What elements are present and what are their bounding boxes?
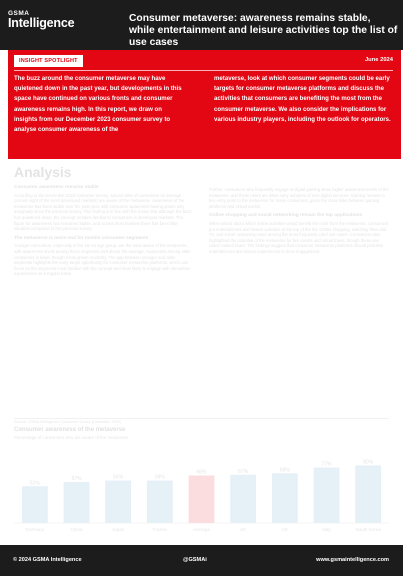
body-column-left: [14, 183, 194, 281]
logo-gsma: GSMA: [8, 10, 30, 17]
footer-social-handle: @GSMAi: [183, 557, 207, 563]
chart-source: Source: GSMA Intelligence Consumer Survey (December 2023): [14, 418, 389, 424]
insight-spotlight-tag: INSIGHT SPOTLIGHT: [14, 55, 83, 67]
chart-category-label: South Korea: [355, 527, 381, 532]
footer-website-link[interactable]: www.gsmaintelligence.com: [316, 557, 389, 563]
subheading: Online shopping and social networking remain the top applications: [209, 213, 363, 219]
chart-data-label: 77%: [321, 461, 332, 468]
section-title: Analysis: [14, 164, 72, 180]
insight-spotlight-band: [8, 50, 401, 159]
body-column-right: [209, 187, 389, 259]
chart-bar: [355, 465, 381, 523]
chart-category-label: Italy: [322, 527, 331, 532]
chart-data-label: 59%: [154, 474, 165, 481]
chart-data-label: 51%: [29, 480, 40, 487]
paragraph: When asked about which online activities would benefit the most from the metaverse, consumers put entertainment and leisure activities at the top of the list. Online shopping, watching films and TV, and social networking were among the most frequently cited use cases. Consumers also highlighted the potential of the metaverse for live events and virtual travel, though these use cases ranked lower. The findings suggest that consumer metaverse platforms should prioritise entertainment and leisure experiences to drive engagement.: [209, 220, 389, 254]
footer-copyright: © 2024 GSMA Intelligence: [13, 557, 82, 563]
chart-data-label: 59%: [113, 474, 124, 481]
chart-category-label: UK: [281, 527, 289, 532]
chart-category-label: Germany: [25, 527, 45, 532]
chart-data-label: 67%: [238, 468, 249, 475]
chart-category-label: China: [70, 527, 83, 532]
chart-category-label: Average: [192, 527, 211, 532]
paragraph: Further, consumers who frequently engage in digital gaming show higher awareness levels of the metaverse, and these users are often early adopters of new digital services. Gaming remains a key entry point to the metaverse for many consumers, given the close links between gaming platforms and virtual worlds.: [209, 187, 389, 209]
spotlight-divider: [14, 70, 393, 71]
logo-intelligence: Intelligence: [8, 16, 75, 30]
chart-subtitle: Percentage of consumers who are aware of the metaverse: [14, 435, 128, 440]
chart-category-label: Japan: [111, 527, 125, 532]
chart-bar: [230, 475, 256, 523]
publication-date: June 2024: [364, 57, 393, 63]
chart-bar: [314, 468, 340, 523]
chart-bar: [189, 475, 215, 523]
spotlight-text-right: metaverse, look at which consumer segments could be early targets for consumer metaverse platforms and discuss the activities that consumers are benefiting the most from the consumer metaverse. We also consider the implications for various industry players, including the outlook for operators.: [214, 75, 391, 123]
chart-bar: [22, 486, 48, 523]
header-band: [0, 0, 403, 50]
chart-title: Consumer awareness of the metaverse: [14, 427, 126, 433]
subheading: Consumer awareness remains stable: [14, 185, 99, 190]
report-title: Consumer metaverse: awareness remains stable, while entertainment and leisure activities top the list of use cases: [129, 13, 398, 48]
chart-bar: [272, 473, 298, 523]
faded-report-body: [0, 159, 403, 545]
paragraph: According to the December 2023 consumer survey, around 60% of consumers on average (across eight of the most developed markets) are aware of the metaverse. Awareness of the metaverse has been stable over the past year, with consumer awareness having grown only marginally since the previous survey. This finding is in line with the notion that although the buzz has quietened down, the concept remains familiar to consumers in developed markets. The figure for awareness has remained stable, and across most markets there has been little variation compared to the previous survey.: [14, 192, 192, 232]
gsma-intelligence-logo: [8, 10, 74, 30]
chart-data-label: 69%: [279, 467, 290, 474]
chart-bar: [105, 481, 131, 523]
chart-bar: [64, 482, 90, 523]
chart-data-label: 80%: [363, 459, 374, 466]
paragraph: Younger consumers, especially in the 16–44 age group, are the most aware of the metaverse, with awareness levels among these segments well above the average. Awareness among older consumers is lower, though it has grown modestly. The gap between younger and older segments highlights the early-target opportunity for consumer metaverse platforms, which can focus on the segments most familiar with the concept and most likely to engage with immersive experiences on a regular basis.: [14, 243, 191, 277]
chart-data-label: 57%: [71, 475, 82, 482]
chart-bar: [147, 481, 173, 523]
awareness-bar-chart: [14, 443, 389, 539]
chart-category-label: France: [152, 527, 167, 532]
footer-band: [0, 545, 403, 576]
chart-category-label: UK: [239, 527, 247, 532]
subheading: The metaverse is more real for mobile consumer segments: [14, 235, 149, 241]
chart-data-label: 66%: [196, 469, 207, 476]
spotlight-text-left: The buzz around the consumer metaverse may have quietened down in the past year, but developments in this space have continued on various fronts and consumer awareness remains high. In this report, we draw on insights from our December 2023 consumer survey to analyse consumer awareness of the: [14, 75, 182, 134]
